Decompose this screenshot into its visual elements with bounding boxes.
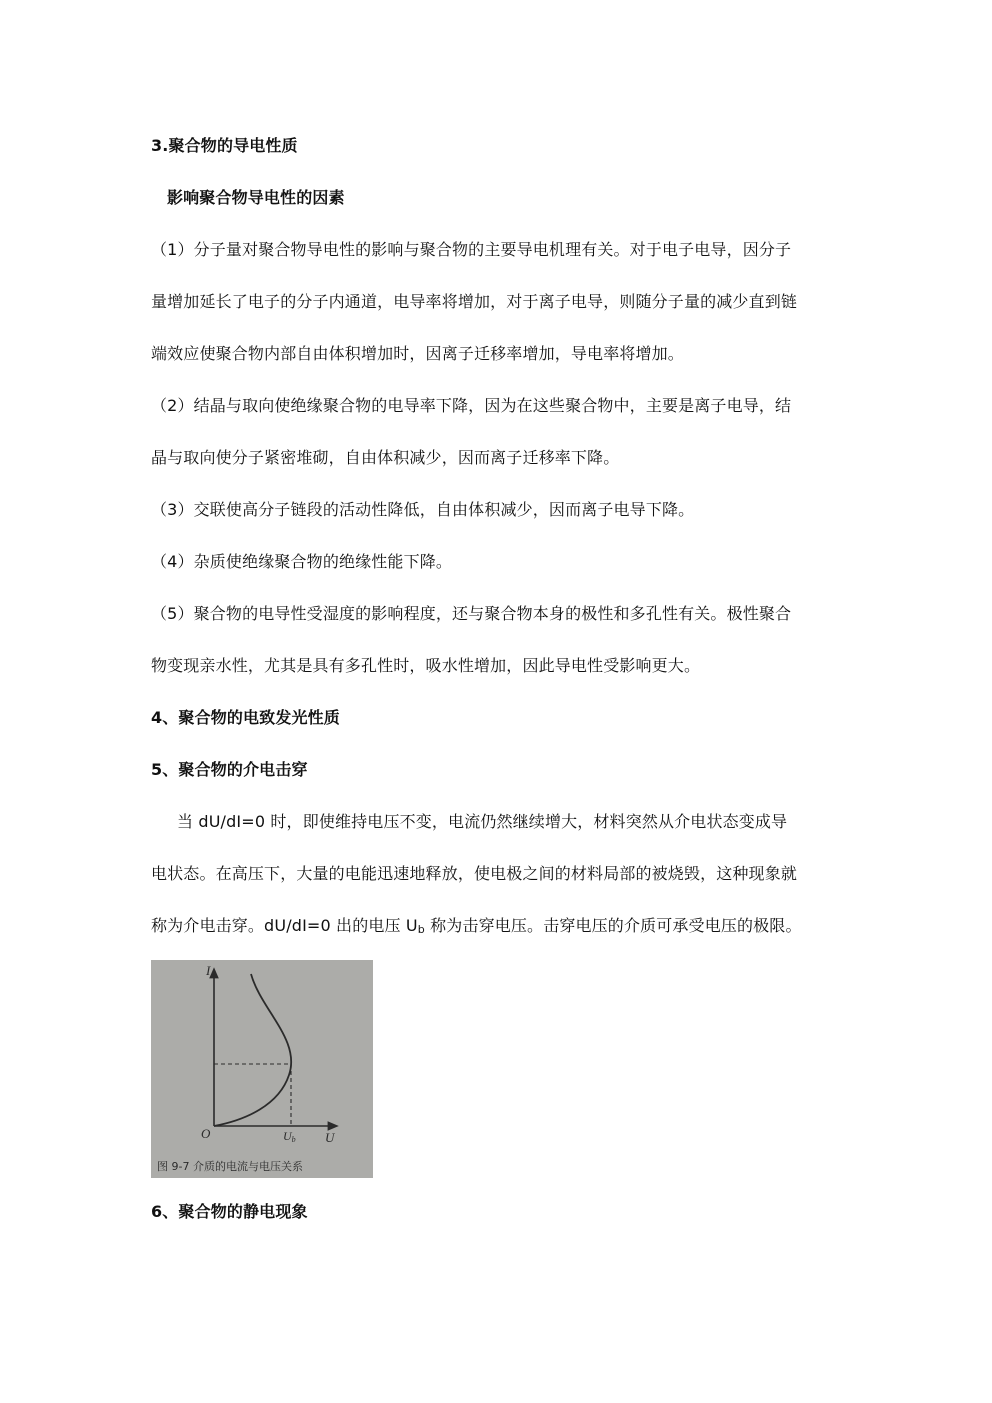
origin-label: O [201,1126,211,1141]
ub-label: Ub [283,1129,296,1144]
x-axis-label: U [325,1130,335,1145]
figure-caption: 图 9-7 介质的电流与电压关系 [157,1160,303,1173]
paragraph-1-line-2: 量增加延长了电子的分子内通道，电导率将增加，对于离子电导，则随分子量的减少直到链 [151,292,798,311]
paragraph-3: （3）交联使高分子链段的活动性降低，自由体积减少，因而离子电导下降。 [151,500,695,519]
paragraph-2-line-1: （2）结晶与取向使绝缘聚合物的电导率下降，因为在这些聚合物中，主要是离子电导，结 [151,396,792,415]
paragraph-1-line-1: （1）分子量对聚合物导电性的影响与聚合物的主要导电机理有关。对于电子电导，因分子 [151,240,792,259]
paragraph-5-line-1: （5）聚合物的电导性受湿度的影响程度，还与聚合物本身的极性和多孔性有关。极性聚合 [151,604,792,623]
section-4-title: 4、聚合物的电致发光性质 [151,708,340,727]
paragraph-6-line-2: 电状态。在高压下，大量的电能迅速地释放，使电极之间的材料局部的被烧毁，这种现象就 [151,864,798,883]
paragraph-6-line-3 [151,915,851,937]
paragraph-5-line-2: 物变现亲水性，尤其是具有多孔性时，吸水性增加，因此导电性受影响更大。 [151,656,701,675]
section-3-subtitle: 影响聚合物导电性的因素 [167,188,345,207]
paragraph-4: （4）杂质使绝缘聚合物的绝缘性能下降。 [151,552,453,571]
section-3-title: 3.聚合物的导电性质 [151,136,298,155]
ub-subscript: b [417,923,425,936]
paragraph-6-line-1: 当 dU/dI=0 时，即使维持电压不变，电流仍然继续增大，材料突然从介电状态变成导 [177,812,788,831]
current-voltage-figure [151,960,373,1178]
paragraph-1-line-3: 端效应使聚合物内部自由体积增加时，因离子迁移率增加，导电率将增加。 [151,344,684,363]
section-6-title: 6、聚合物的静电现象 [151,1202,308,1221]
paragraph-6-line-3-part-a: 称为介电击穿。dU/dI=0 出的电压 U [151,916,418,935]
paragraph-2-line-2: 晶与取向使分子紧密堆砌，自由体积减少，因而离子迁移率下降。 [151,448,620,467]
y-axis-label: I [206,963,211,978]
section-5-title: 5、聚合物的介电击穿 [151,760,308,779]
paragraph-6-line-3-part-b: 称为击穿电压。击穿电压的介质可承受电压的极限。 [424,916,802,935]
